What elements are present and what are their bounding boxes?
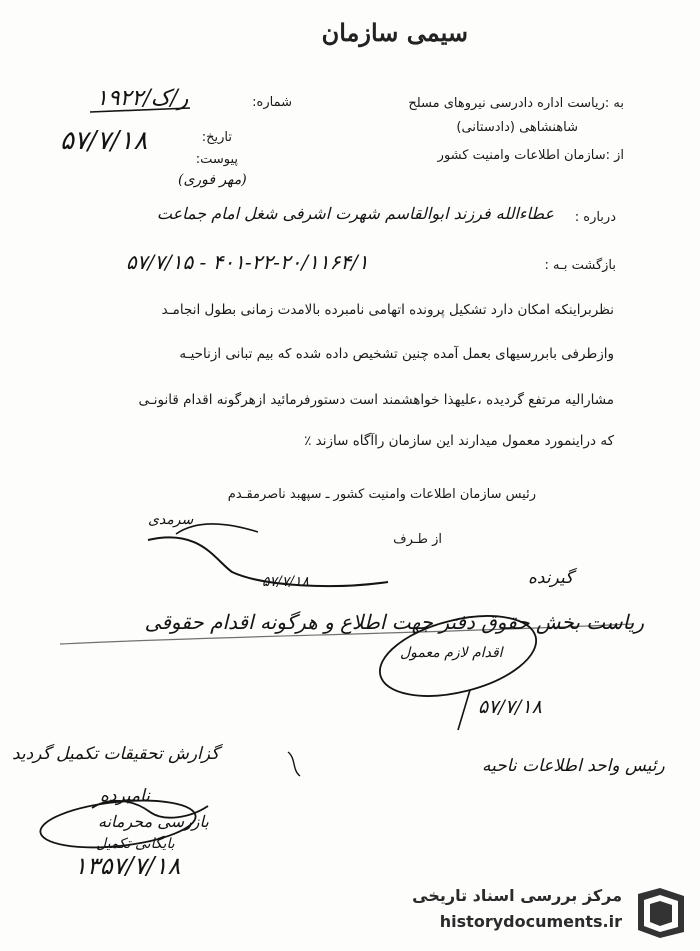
to-line-1: به :ریاست اداره دادرسی نیروهای مسلح [408,96,624,111]
on-behalf-label: از طـرف [393,532,442,547]
signature-date: ۵۷/۷/۱۸ [262,574,310,590]
number-value: ۱۹۲۲/ر/ک [96,86,189,111]
watermark-logo-icon [630,884,692,942]
from-line: از :سازمان اطلاعات وامنیت کشور [437,148,624,163]
sign-note-1: نامبرده [100,786,151,806]
attachment-value: (مهر فوری) [178,172,247,188]
subject-text: عطاءالله فرزند ابوالقاسم شهرت اشرفی شغل امام جماعت [156,204,554,223]
routing-underline [60,624,632,644]
bottom-signature-circle [38,794,198,854]
signatory-line: رئیس سازمان اطلاعات وامنیت کشور ـ سپهبد ناصرمقـدم [227,487,536,502]
small-mark-left [288,752,300,776]
date-label: تاریخ: [201,130,232,145]
body-line-1: نظربراینکه امکان دارد تشکیل پرونده اتهامی نامبرده بالامدت زمانی بطول انجامـد [161,302,614,318]
watermark-url: historydocuments.ir [439,912,622,931]
number-underline [90,108,190,112]
reference-value: ۵۷/۷/۱۵ - ۴۰۱-۲۲-۲۰/۱۱۶۴/۱ [126,250,369,274]
action-circle [372,602,545,711]
date-value: ۵۷/۷/۱۸ [60,126,148,156]
watermark [398,880,698,946]
reference-label: بازگشت بـه : [544,258,616,273]
routing-top-note: گیرنده [528,568,574,588]
body-line-3: مشارالیه مرتفع گردیده ،علیهذا خواهشمند است دستورفرمائید ازهرگونه اقدام قانونـی [138,392,614,408]
signature-flourish [176,524,258,534]
routing-main-note: ریاست بخش حقوق دفتر جهت اطلاع و هرگونه اقدام حقوقی [144,610,644,634]
body-line-2: وازطرفی بابررسیهای بعمل آمده چنین تشخیص داده شده که بیم تبانی ازناحیـه [179,346,614,362]
unit-note: رئیس واحد اطلاعات ناحیه [482,756,665,776]
signature-stroke [148,537,388,586]
subject-label: درباره : [574,210,616,225]
action-circle-note: اقدام لازم معمول [400,645,503,661]
action-date: ۵۷/۷/۱۸ [478,696,542,718]
sign-note-3: بایگانی تکمیل [96,836,175,852]
signature-name: سرمدی [148,512,194,528]
report-note: گزارش تحقیقات تکمیل گردید [12,744,220,764]
body-line-4: که دراینمورد معمول میدارند این سازمان راآگاه سازند ٪ [304,433,614,449]
watermark-title: مرکز بررسی اسناد تاریخی [412,886,622,905]
sign-note-2: بازرسی محرمانه [98,812,209,831]
to-line-2: شاهنشاهی (دادستانی) [456,120,578,135]
attachment-label: پیوست: [195,152,238,167]
bottom-date: ۱۳۵۷/۷/۱۸ [74,852,181,880]
action-tail [458,690,470,730]
header-stamp: سیمی سازمان [321,18,468,47]
number-label: شماره: [252,95,292,110]
